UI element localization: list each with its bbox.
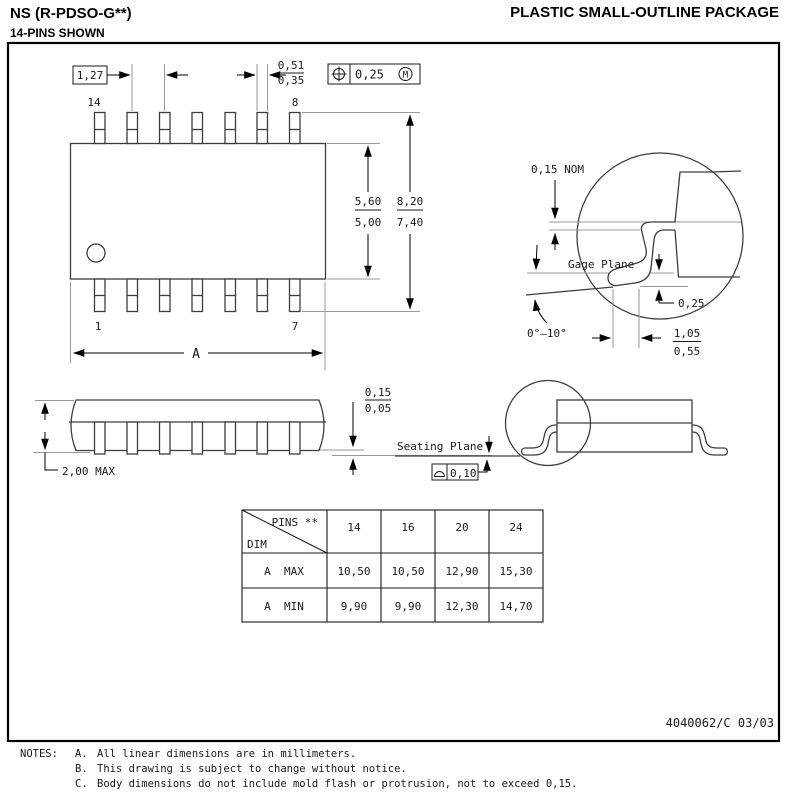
- table-col-20: 20: [455, 521, 469, 534]
- length-dimension: [74, 347, 323, 362]
- end-view-right-lead: [692, 425, 727, 455]
- bottom-pins: [95, 279, 301, 312]
- lead-span-min: 7,40: [396, 216, 424, 229]
- seating-plane-annotation: [395, 436, 520, 480]
- page-title: PLASTIC SMALL-OUTLINE PACKAGE: [510, 4, 779, 21]
- lead-detail-view: [526, 153, 743, 358]
- notes-block: [20, 748, 577, 790]
- true-position-frame: [328, 64, 420, 84]
- standoff-max: 0,15: [364, 386, 392, 399]
- note-text: This drawing is subject to change without notice.: [97, 763, 407, 775]
- table-corner-pins: PINS **: [271, 516, 318, 529]
- body-edge-profile: [675, 171, 741, 277]
- cell: 12,30: [445, 600, 479, 613]
- pin-label-8: 8: [291, 96, 299, 109]
- note-letter: A.: [75, 748, 88, 760]
- foot-length-dimension: [592, 327, 701, 358]
- row-label: A MAX: [264, 565, 304, 578]
- body-width-max: 5,60: [354, 195, 382, 208]
- pin-label-7: 7: [291, 320, 299, 333]
- lead-angle-label: 0°–10°: [527, 327, 567, 340]
- top-pins: [95, 113, 301, 144]
- lead-width-max: 0,51: [277, 59, 305, 72]
- cell: 9,90: [340, 600, 368, 613]
- package-body-top-view: [71, 144, 326, 280]
- cell: 10,50: [337, 565, 371, 578]
- seating-plane-label: Seating Plane: [397, 440, 484, 453]
- lead-span-dimension: [397, 115, 424, 309]
- body-width-dimension: [355, 146, 382, 277]
- lead-width-dimension: [237, 59, 304, 87]
- position-tolerance-value: 0,25: [355, 67, 384, 82]
- foot-length-max: 1,05: [673, 327, 701, 340]
- standoff-dimension: [353, 386, 391, 475]
- gull-wing-lead: [608, 222, 675, 286]
- position-tolerance-icon: [332, 67, 347, 82]
- top-view: [71, 59, 424, 370]
- standoff-min: 0,05: [364, 402, 392, 415]
- lead-span-max: 8,20: [396, 195, 424, 208]
- table-col-24: 24: [509, 521, 523, 534]
- height-value: 2,00 MAX: [62, 465, 115, 478]
- table-col-14: 14: [347, 521, 361, 534]
- pin-label-1: 1: [94, 320, 102, 333]
- package-code: NS (R-PDSO-G**): [10, 5, 132, 22]
- pins-shown-label: 14-PINS SHOWN: [10, 26, 105, 40]
- detail-circle: [577, 153, 743, 319]
- side-view: [33, 386, 492, 478]
- table-col-16: 16: [401, 521, 415, 534]
- table-row-a-min: [264, 600, 532, 613]
- document-reference: 4040062/C 03/03: [665, 716, 774, 730]
- length-label: A: [192, 347, 200, 362]
- note-text: All linear dimensions are in millimeters.: [97, 748, 357, 760]
- mmc-modifier-letter: M: [402, 70, 409, 81]
- row-label: A MIN: [264, 600, 304, 613]
- cell: 14,70: [499, 600, 533, 613]
- note-letter: C.: [75, 778, 88, 790]
- pin-label-14: 14: [87, 96, 101, 109]
- end-view: [395, 381, 727, 481]
- lead-thickness-label: 0,15 NOM: [531, 163, 584, 176]
- note-text: Body dimensions do not include mold flash or protrusion, not to exceed 0,15.: [97, 778, 578, 790]
- package-body-end-view: [557, 400, 692, 452]
- seating-plane-flatness-icon: [435, 472, 445, 477]
- gage-to-seating-value: 0,25: [678, 297, 705, 310]
- body-width-min: 5,00: [354, 216, 382, 229]
- table-row-a-max: [264, 565, 532, 578]
- cell: 12,90: [445, 565, 479, 578]
- table-corner-dim: DIM: [247, 538, 267, 551]
- flatness-frame: [432, 464, 478, 480]
- end-view-left-lead: [522, 425, 557, 455]
- flatness-value: 0,10: [450, 467, 477, 480]
- gage-plane-label: Gage Plane: [568, 258, 635, 271]
- lead-width-min: 0,35: [277, 74, 305, 87]
- cell: 10,50: [391, 565, 425, 578]
- pitch-dimension: [73, 66, 188, 84]
- pitch-value: 1,27: [76, 69, 104, 82]
- foot-length-min: 0,55: [673, 345, 701, 358]
- notes-label: NOTES:: [20, 748, 58, 760]
- cell: 15,30: [499, 565, 533, 578]
- cell: 9,90: [394, 600, 422, 613]
- pin-dimension-table: [242, 510, 543, 622]
- note-letter: B.: [75, 763, 88, 775]
